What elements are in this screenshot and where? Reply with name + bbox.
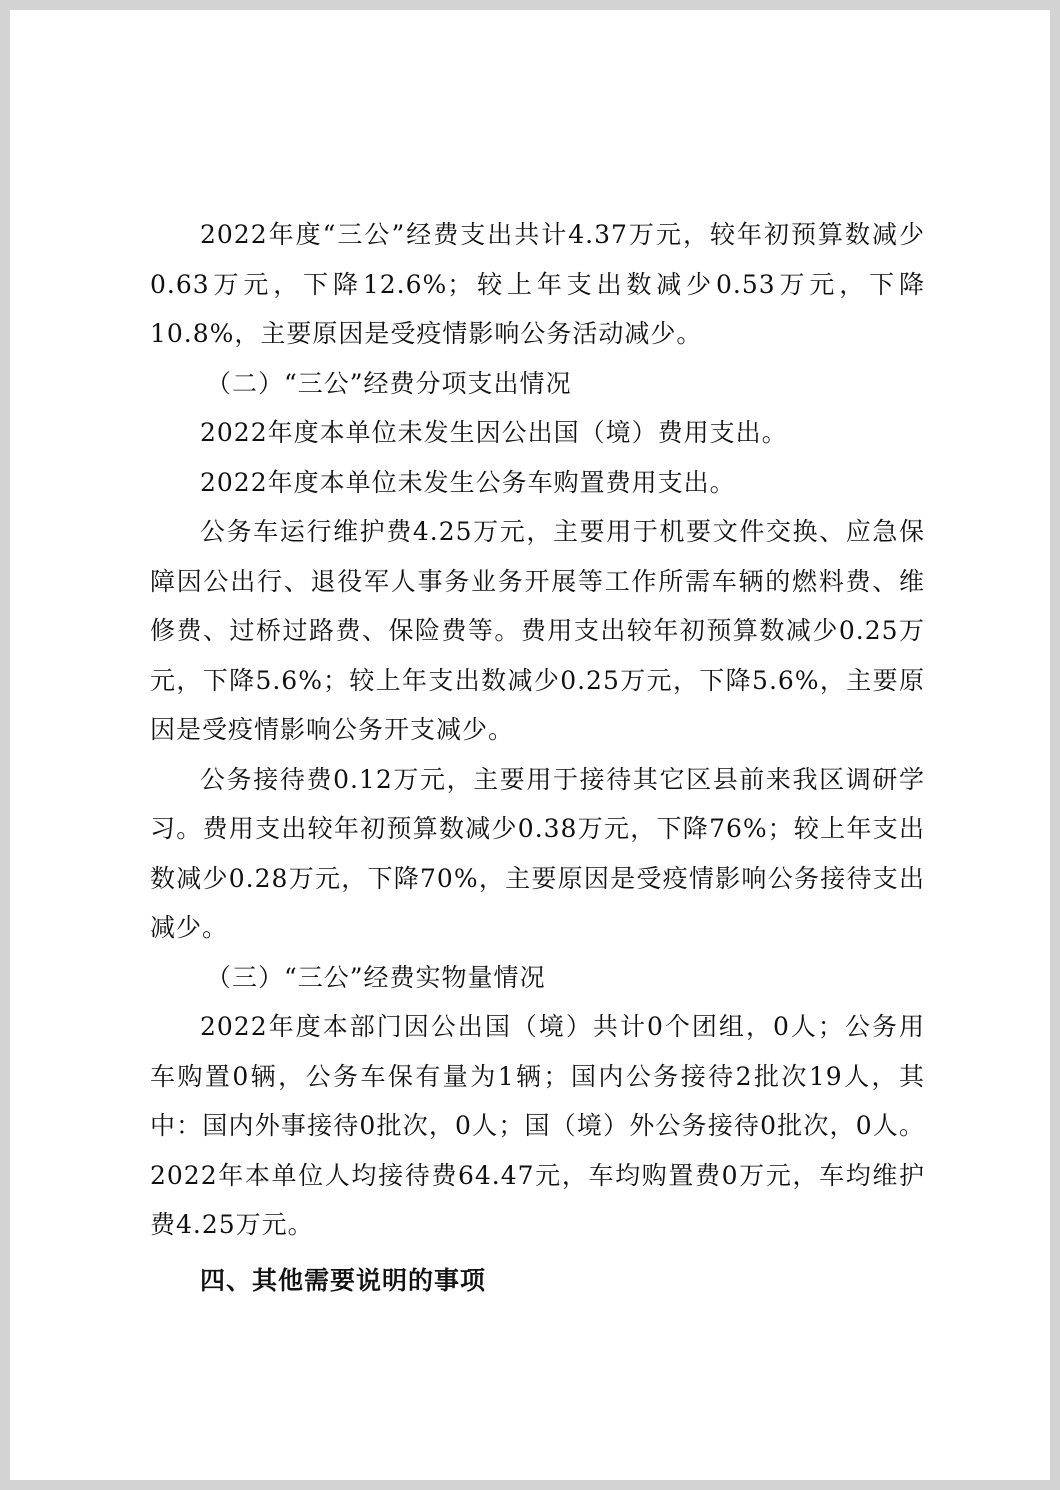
- document-page: [10, 10, 1050, 1480]
- paragraph-overseas-expense: 2022年度本单位未发生因公出国（境）费用支出。: [200, 418, 788, 447]
- paragraph-physical-quantity: 2022年度本部门因公出国（境）共计0个团组，0人；公务用车购置0辆，公务车保有量为1辆；国内公务接待2批次19人，其中：国内外事接待0批次，0人；国（境）外公务接待0批次，0人。2022年本单位人均接待费64.47元，车均购置费0万元，车均维护费4.25万元。: [150, 1012, 925, 1239]
- section-heading-other-matters: 四、其他需要说明的事项: [200, 1265, 487, 1295]
- paragraph-vehicle-maintenance: 公务车运行维护费4.25万元，主要用于机要文件交换、应急保障因公出行、退役军人事务业务开展等工作所需车辆的燃料费、维修费、过桥过路费、保险费等。费用支出较年初预算数减少0.25万元，下降5.6%；较上年支出数减少0.25万元，下降5.6%，主要原因是受疫情影响公务开支减少。: [150, 517, 925, 744]
- document-body: [150, 210, 925, 1305]
- section-heading-physical-quantity: （三）“三公”经费实物量情况: [206, 962, 546, 992]
- paragraph-reception-expense: 公务接待费0.12万元，主要用于接待其它区县前来我区调研学习。费用支出较年初预算数减少0.38万元，下降76%；较上年支出数减少0.28万元，下降70%，主要原因是受疫情影响公务接待支出减少。: [150, 764, 925, 942]
- paragraph-three-public-total: 2022年度“三公”经费支出共计4.37万元，较年初预算数减少0.63万元，下降12.6%；较上年支出数减少0.53万元，下降10.8%，主要原因是受疫情影响公务活动减少。: [150, 220, 925, 348]
- section-heading-itemized-expenditure: （二）“三公”经费分项支出情况: [206, 368, 572, 398]
- paragraph-vehicle-purchase: 2022年度本单位未发生公务车购置费用支出。: [200, 467, 736, 497]
